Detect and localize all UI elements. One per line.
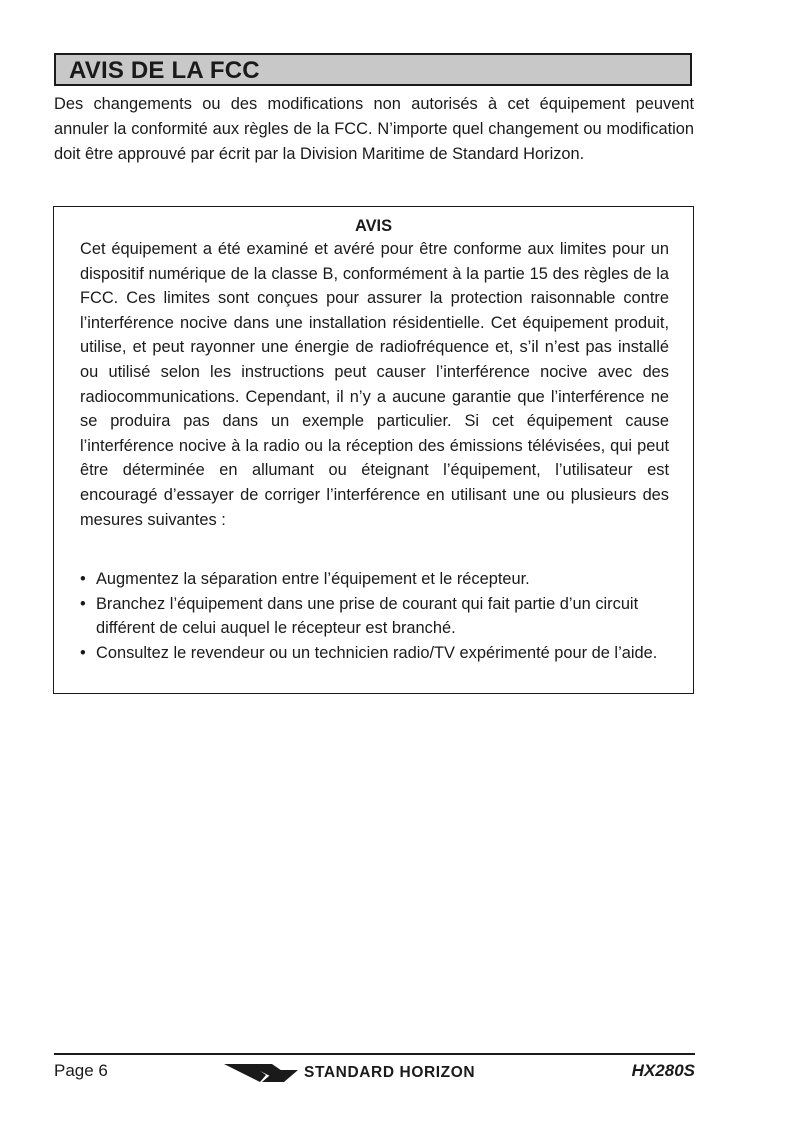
notice-box — [53, 206, 694, 694]
notice-title: AVIS — [354, 217, 393, 235]
list-item — [80, 641, 669, 666]
intro-paragraph: Des changements ou des modifications non autorisés à cet équipement peuvent annuler la conformité aux règles de la FCC. N’importe quel changement ou modification doit être approuvé par écrit par la Division Maritime de Standard Horizon. — [54, 95, 694, 163]
section-title: AVIS DE LA FCC — [69, 57, 260, 84]
list-item — [80, 567, 669, 592]
bullet-icon: • — [80, 594, 86, 613]
notice-body: Cet équipement a été examiné et avéré pour être conforme aux limites pour un dispositif numérique de la classe B, conformément à la partie 15 des règles de la FCC. Ces limites sont conçues pour assurer la protection raisonnable contre l’interférence nocive dans une installation résidentielle. Cet équipement produit, utilise, et peut rayonner une énergie de radiofréquence et, s’il n’est pas installé ou utilisé selon les instructions peut causer l’interférence nocive avec des radiocommunications. Cependant, il n’y a aucune garantie que l’interférence ne se produira pas dans un exemple particulier. Si cet équipement cause l’interférence nocive à la radio ou la réception des émissions télévisées, qui peut être déterminée en allumant ou éteignant l’équipement, l’utilisateur est encouragé d’essayer de corriger l’interférence en utilisant une ou plusieurs des mesures suivantes : — [80, 240, 669, 529]
bullet-text: Consultez le revendeur ou un technicien radio/TV expérimenté pour de l’aide. — [96, 643, 658, 662]
model-number: HX280S — [631, 1061, 695, 1080]
bullet-text: Augmentez la séparation entre l’équipement et le récepteur. — [96, 570, 530, 588]
page-number: Page 6 — [54, 1061, 108, 1080]
brand-name: STANDARD HORIZON — [304, 1064, 476, 1081]
bullet-icon: • — [80, 643, 86, 662]
list-item — [80, 592, 669, 641]
footer-divider — [54, 1053, 695, 1055]
brand-logo-mark-icon — [224, 1063, 298, 1083]
brand-logo — [224, 1060, 475, 1086]
section-header — [54, 53, 692, 86]
bullet-text: Branchez l’équipement dans une prise de courant qui fait partie d’un circuit différent de celui auquel le récepteur est branché. — [96, 594, 639, 638]
notice-bullet-list — [80, 567, 669, 665]
bullet-icon: • — [80, 570, 86, 588]
